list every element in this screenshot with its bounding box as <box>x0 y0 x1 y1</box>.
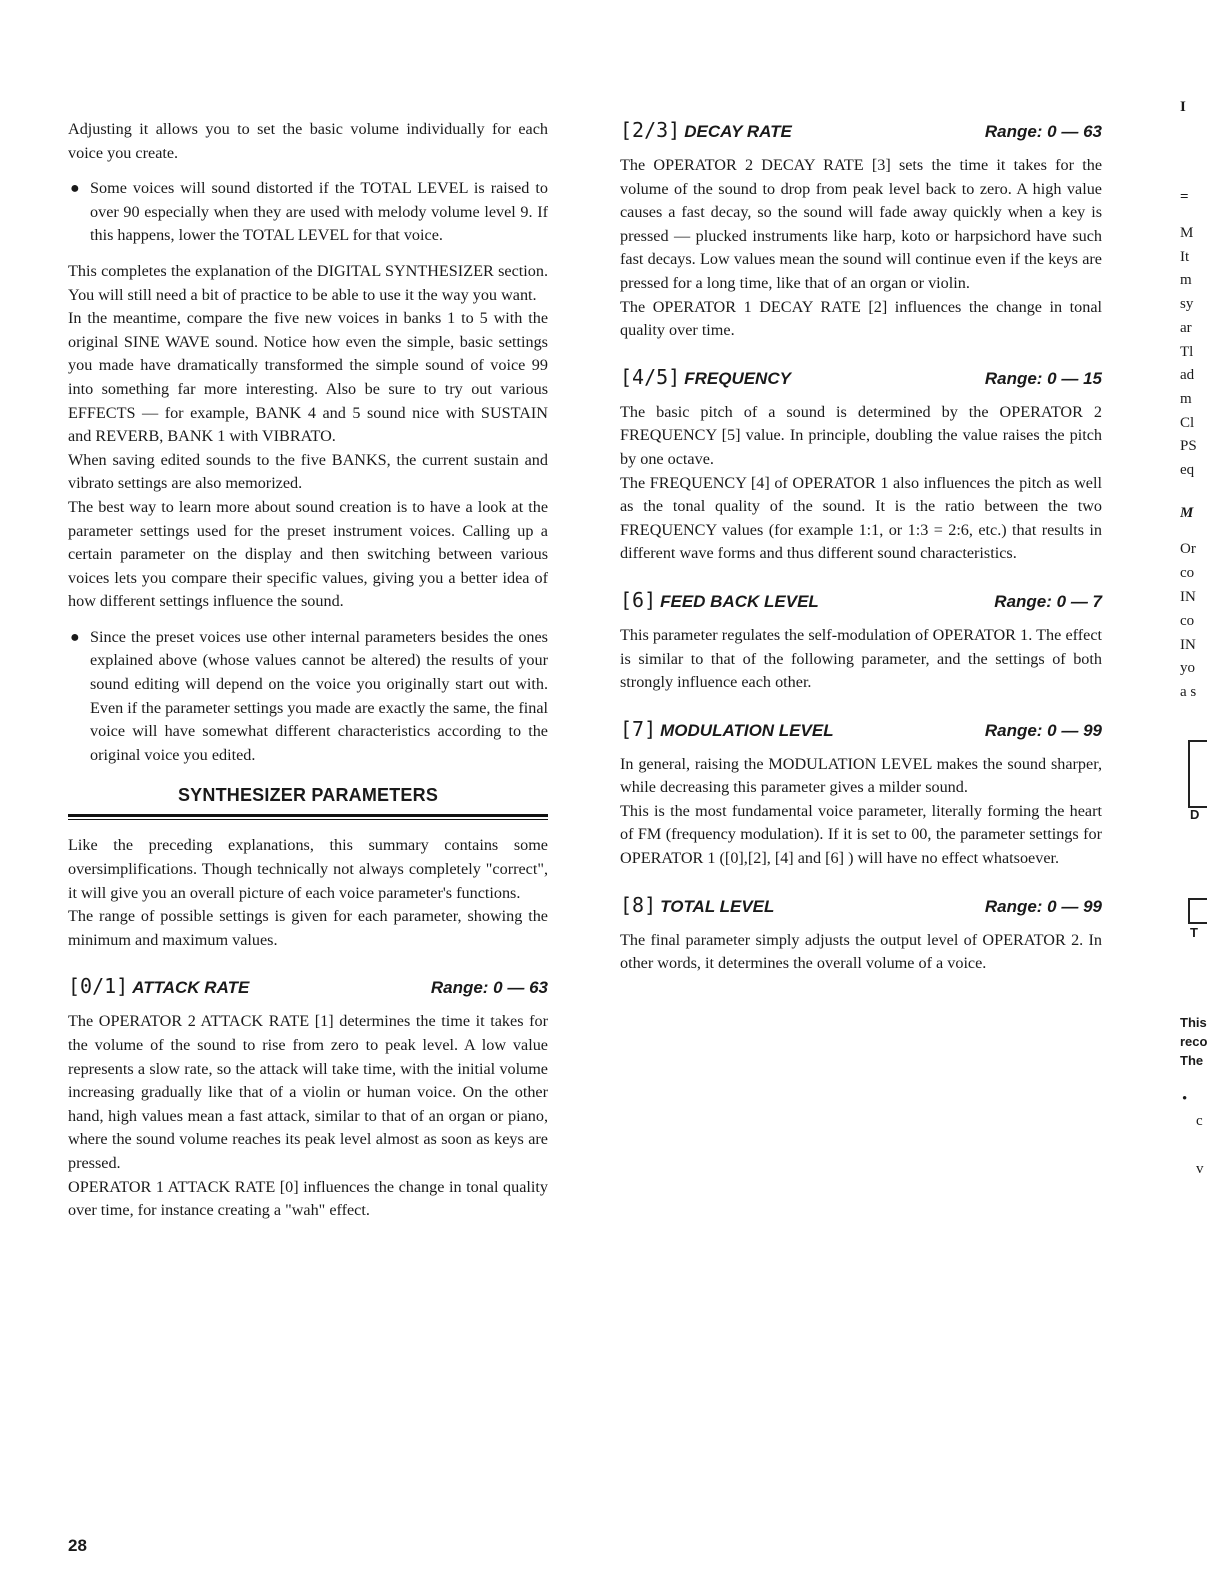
edge-text: = <box>1180 189 1189 205</box>
param-name: FEED BACK LEVEL <box>660 591 819 611</box>
paragraph: The FREQUENCY [4] of OPERATOR 1 also influences the pitch as well as the tonal quality of the sound. It is the ratio between the two FREQUENCY values (for example 1:1, or 1:3 = 2:6, etc.) that results in different wave forms and thus different sound characteristics. <box>620 473 1102 563</box>
left-column <box>68 118 548 1223</box>
edge-text: reco <box>1180 1034 1207 1049</box>
edge-text: ad <box>1180 367 1195 383</box>
right-column <box>620 118 1102 976</box>
param-code: [4/5] <box>620 364 681 389</box>
paragraph: The range of possible settings is given for each parameter, showing the minimum and maximum values. <box>68 907 548 949</box>
param-code: [8] <box>620 892 657 917</box>
edge-text: eq <box>1180 462 1195 478</box>
paragraph: The OPERATOR 1 DECAY RATE [2] influences the change in tonal quality over time. <box>620 297 1102 340</box>
param-range: Range: 0 — 63 <box>984 122 1102 141</box>
edge-text: M <box>1180 225 1194 241</box>
bullet-icon: ● <box>70 628 80 646</box>
param-range: Range: 0 — 63 <box>430 978 548 998</box>
next-page-edge <box>1180 0 1207 1579</box>
paragraph: This completes the explanation of the DIGITAL SYNTHESIZER section. You will still need a bit of practice to be able to use it the way you want. <box>68 261 548 304</box>
edge-text: The <box>1180 1053 1204 1068</box>
edge-text: a s <box>1180 684 1197 700</box>
paragraph: In the meantime, compare the five new voices in banks 1 to 5 with the original SINE WAVE sound. Notice how even the simple, basic settings you made have dramatically transformed the simple sound of voice 99 into something far more interesting. Also be sure to try out various EFFECTS — for example, BANK 4 and 5 sound nice with SUSTAIN and REVERB, BANK 1 with VIBRATO. <box>68 309 548 446</box>
edge-text: D <box>1190 807 1200 822</box>
page-number: 28 <box>68 1536 87 1555</box>
paragraph: The OPERATOR 2 DECAY RATE [3] sets the time it takes for the volume of the sound to drop from peak level back to zero. A high value causes a fast decay, so the sound will fade away quickly when a key is pressed — plucked instruments like harp, koto or harpsichord have such fast decays. Low values mean the sound will continue even if the keys are pressed for a long time, like that of an organ or violin. <box>620 156 1102 292</box>
edge-text: IN <box>1180 637 1196 653</box>
section-rule-thin <box>68 819 548 820</box>
edge-text: m <box>1180 391 1192 407</box>
param-range: Range: 0 — 99 <box>984 896 1102 916</box>
paragraph: When saving edited sounds to the five BANKS, the current sustain and vibrato settings are also memorized. <box>68 450 548 493</box>
edge-text: ar <box>1180 320 1192 336</box>
paragraph: The basic pitch of a sound is determined by the OPERATOR 2 FREQUENCY [5] value. In principle, doubling the value raises the pitch by one octave. <box>620 402 1102 468</box>
edge-text: Tl <box>1180 344 1194 360</box>
param-range: Range: 0 — 99 <box>984 720 1102 740</box>
paragraph: The final parameter simply adjusts the output level of OPERATOR 2. In other words, it determines the overall volume of a voice. <box>620 930 1102 973</box>
bullet-item: ● Since the preset voices use other internal parameters besides the ones explained above (whose values cannot be altered) the results of your sound editing will depend on the voice you originally start out with. Even if the parameter settings you made are exactly the same, the final voice will have somewhat different characteristics according to the original voice you edited. <box>70 627 549 764</box>
edge-text: v <box>1196 1161 1204 1177</box>
paragraph: This parameter regulates the self-modulation of OPERATOR 1. The effect is similar to that of the following parameter, and the settings of both strongly influence each other. <box>620 625 1102 692</box>
edge-text: This <box>1180 1015 1207 1030</box>
param-code: [6] <box>620 587 657 612</box>
param-heading-attack-rate <box>68 974 548 998</box>
param-name: TOTAL LEVEL <box>660 896 775 916</box>
bullet-item: ● Some voices will sound distorted if the TOTAL LEVEL is raised to over 90 especially when they are used with melody volume level 9. If this happens, lower the TOTAL LEVEL for that voice. <box>70 179 548 245</box>
paragraph: This is the most fundamental voice parameter, literally forming the heart of FM (frequency modulation). If it is set to 00, the parameter settings for OPERATOR 1 ([0],[2], [4] and [6] ) will have no effect whatsoever. <box>620 801 1102 868</box>
edge-text: M <box>1180 505 1194 521</box>
param-heading-feed-back-level <box>620 588 1102 612</box>
param-code: [2/3] <box>620 118 681 142</box>
edge-text: co <box>1180 565 1195 581</box>
edge-text: I <box>1180 99 1186 115</box>
param-name: ATTACK RATE <box>132 978 250 998</box>
paragraph: The best way to learn more about sound creation is to have a look at the parameter settings used for the preset instrument voices. Calling up a certain parameter on the display and then switching between various voices lets you compare their specific values, giving you a better idea of how different settings influence the sound. <box>68 497 548 611</box>
edge-text: Cl <box>1180 415 1195 431</box>
param-name: DECAY RATE <box>684 122 792 141</box>
paragraph: The OPERATOR 2 ATTACK RATE [1] determines the time it takes for the volume of the sound to rise from zero to peak level. A low value represents a slow rate, so the attack will take time, with the initial volume increasing gradually like that of a violin or human voice. On the other hand, high values mean a fast attack, similar to that of an organ or piano, where the sound volume reaches its peak level almost as soon as keys are pressed. <box>68 1012 548 1172</box>
paragraph: OPERATOR 1 ATTACK RATE [0] influences the change in tonal quality over time, for instance creating a "wah" effect. <box>68 1177 548 1220</box>
edge-text: IN <box>1180 589 1196 605</box>
bullet-icon: ● <box>70 180 80 198</box>
edge-text: It <box>1180 249 1190 265</box>
edge-display-box <box>1188 740 1207 808</box>
edge-display-box <box>1188 898 1207 924</box>
edge-text: m <box>1180 272 1192 288</box>
edge-text: yo <box>1180 660 1195 676</box>
param-code: [0/1] <box>68 974 129 999</box>
edge-text: co <box>1180 613 1195 629</box>
edge-text: PS <box>1180 438 1197 454</box>
param-heading-decay-rate <box>620 118 1102 142</box>
param-name: FREQUENCY <box>684 368 791 388</box>
edge-text: Or <box>1180 541 1196 557</box>
param-heading-total-level <box>620 893 1102 917</box>
section-title: SYNTHESIZER PARAMETERS <box>177 785 439 806</box>
param-heading-frequency <box>620 365 1102 389</box>
edge-text: sy <box>1180 296 1194 312</box>
param-range: Range: 0 — 7 <box>994 591 1102 611</box>
edge-text: c <box>1196 1113 1203 1129</box>
param-code: [7] <box>620 716 657 741</box>
paragraph: Like the preceding explanations, this summary contains some oversimplifications. Though technically not always completely "correct", it will give you an overall picture of each voice parameter's functions. <box>68 836 548 902</box>
param-range: Range: 0 — 15 <box>984 368 1102 388</box>
section-rule <box>68 814 548 817</box>
param-name: MODULATION LEVEL <box>660 720 834 740</box>
edge-text: • <box>1182 1091 1188 1107</box>
param-heading-modulation-level <box>620 717 1102 741</box>
edge-text: T <box>1190 925 1198 940</box>
paragraph: In general, raising the MODULATION LEVEL makes the sound sharper, while decreasing this parameter gives a milder sound. <box>620 754 1102 797</box>
intro-paragraph: Adjusting it allows you to set the basic volume individually for each voice you create. <box>68 120 548 162</box>
